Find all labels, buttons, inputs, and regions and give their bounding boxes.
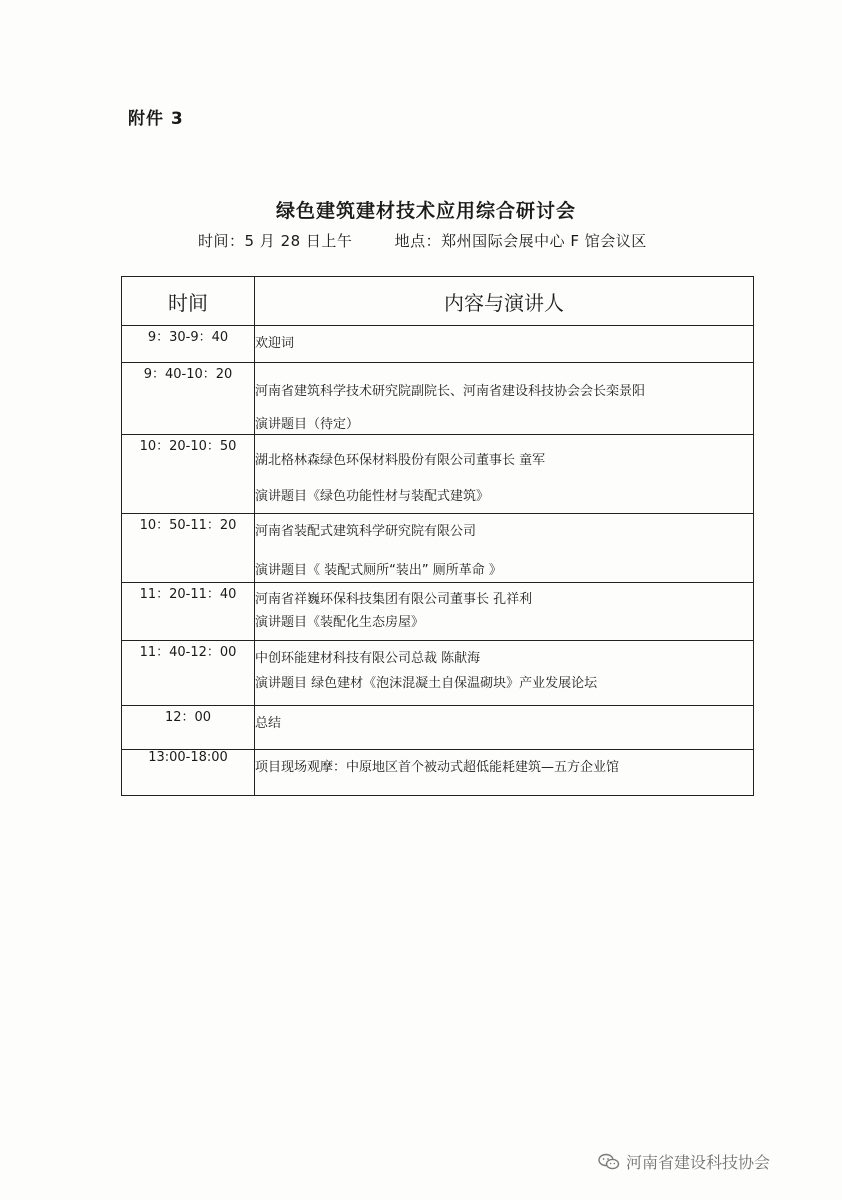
content-line: 演讲题目《绿色功能性材与装配式建筑》 — [255, 489, 490, 504]
table-header-row — [122, 277, 754, 326]
attachment-label: 附件 3 — [128, 109, 184, 129]
time-cell: 13:00-18:00 — [122, 750, 255, 796]
table-row — [122, 514, 754, 583]
content-line: 河南省建筑科学技术研究院副院长、河南省建设科技协会会长栾景阳 — [255, 384, 646, 399]
time-cell: 10：50-11：20 — [122, 514, 255, 583]
document-title: 绿色建筑建材技术应用综合研讨会 — [275, 200, 576, 222]
table-row — [122, 706, 754, 750]
content-line: 项目现场观摩：中原地区首个被动式超低能耗建筑—五方企业馆 — [255, 760, 620, 775]
content-cell — [255, 435, 754, 514]
content-line: 演讲题目《装配化生态房屋》 — [255, 615, 425, 630]
content-line: 欢迎词 — [255, 336, 295, 351]
content-cell — [255, 514, 754, 583]
table-row — [122, 435, 754, 514]
time-cell: 11：20-11：40 — [122, 583, 255, 641]
content-cell — [255, 750, 754, 796]
content-cell — [255, 583, 754, 641]
watermark-text: 河南省建设科技协会 — [626, 1153, 771, 1172]
content-line: 湖北格林森绿色环保材料股份有限公司董事长 童军 — [255, 453, 546, 468]
table-row — [122, 641, 754, 706]
content-line: 演讲题目 绿色建材《泡沫混凝土自保温砌块》产业发展论坛 — [255, 676, 598, 691]
time-cell: 9：30-9：40 — [122, 326, 255, 363]
table-row — [122, 583, 754, 641]
time-cell: 9：40-10：20 — [122, 363, 255, 435]
content-line: 河南省装配式建筑科学研究院有限公司 — [255, 524, 477, 539]
content-line: 演讲题目《 装配式厕所“装出” 厕所革命 》 — [255, 563, 502, 578]
content-cell — [255, 363, 754, 435]
header-time: 时间 — [122, 277, 255, 326]
content-line: 河南省祥巍环保科技集团有限公司董事长 孔祥利 — [255, 592, 533, 607]
header-content: 内容与演讲人 — [255, 277, 754, 326]
schedule-table — [121, 276, 754, 796]
table-row — [122, 326, 754, 363]
document-subtitle: 时间：5 月 28 日上午 地点：郑州国际会展中心 F 馆会议区 — [198, 232, 647, 250]
content-cell — [255, 326, 754, 363]
content-line: 中创环能建材科技有限公司总裁 陈献海 — [255, 651, 481, 666]
content-line: 总结 — [255, 716, 282, 731]
time-cell: 12：00 — [122, 706, 255, 750]
watermark — [598, 1150, 770, 1173]
table-row — [122, 363, 754, 435]
content-cell — [255, 641, 754, 706]
time-cell: 11：40-12：00 — [122, 641, 255, 706]
time-cell: 10：20-10：50 — [122, 435, 255, 514]
wechat-icon — [598, 1153, 620, 1171]
table-row — [122, 750, 754, 796]
content-line: 演讲题目（待定） — [255, 417, 360, 432]
content-cell — [255, 706, 754, 750]
